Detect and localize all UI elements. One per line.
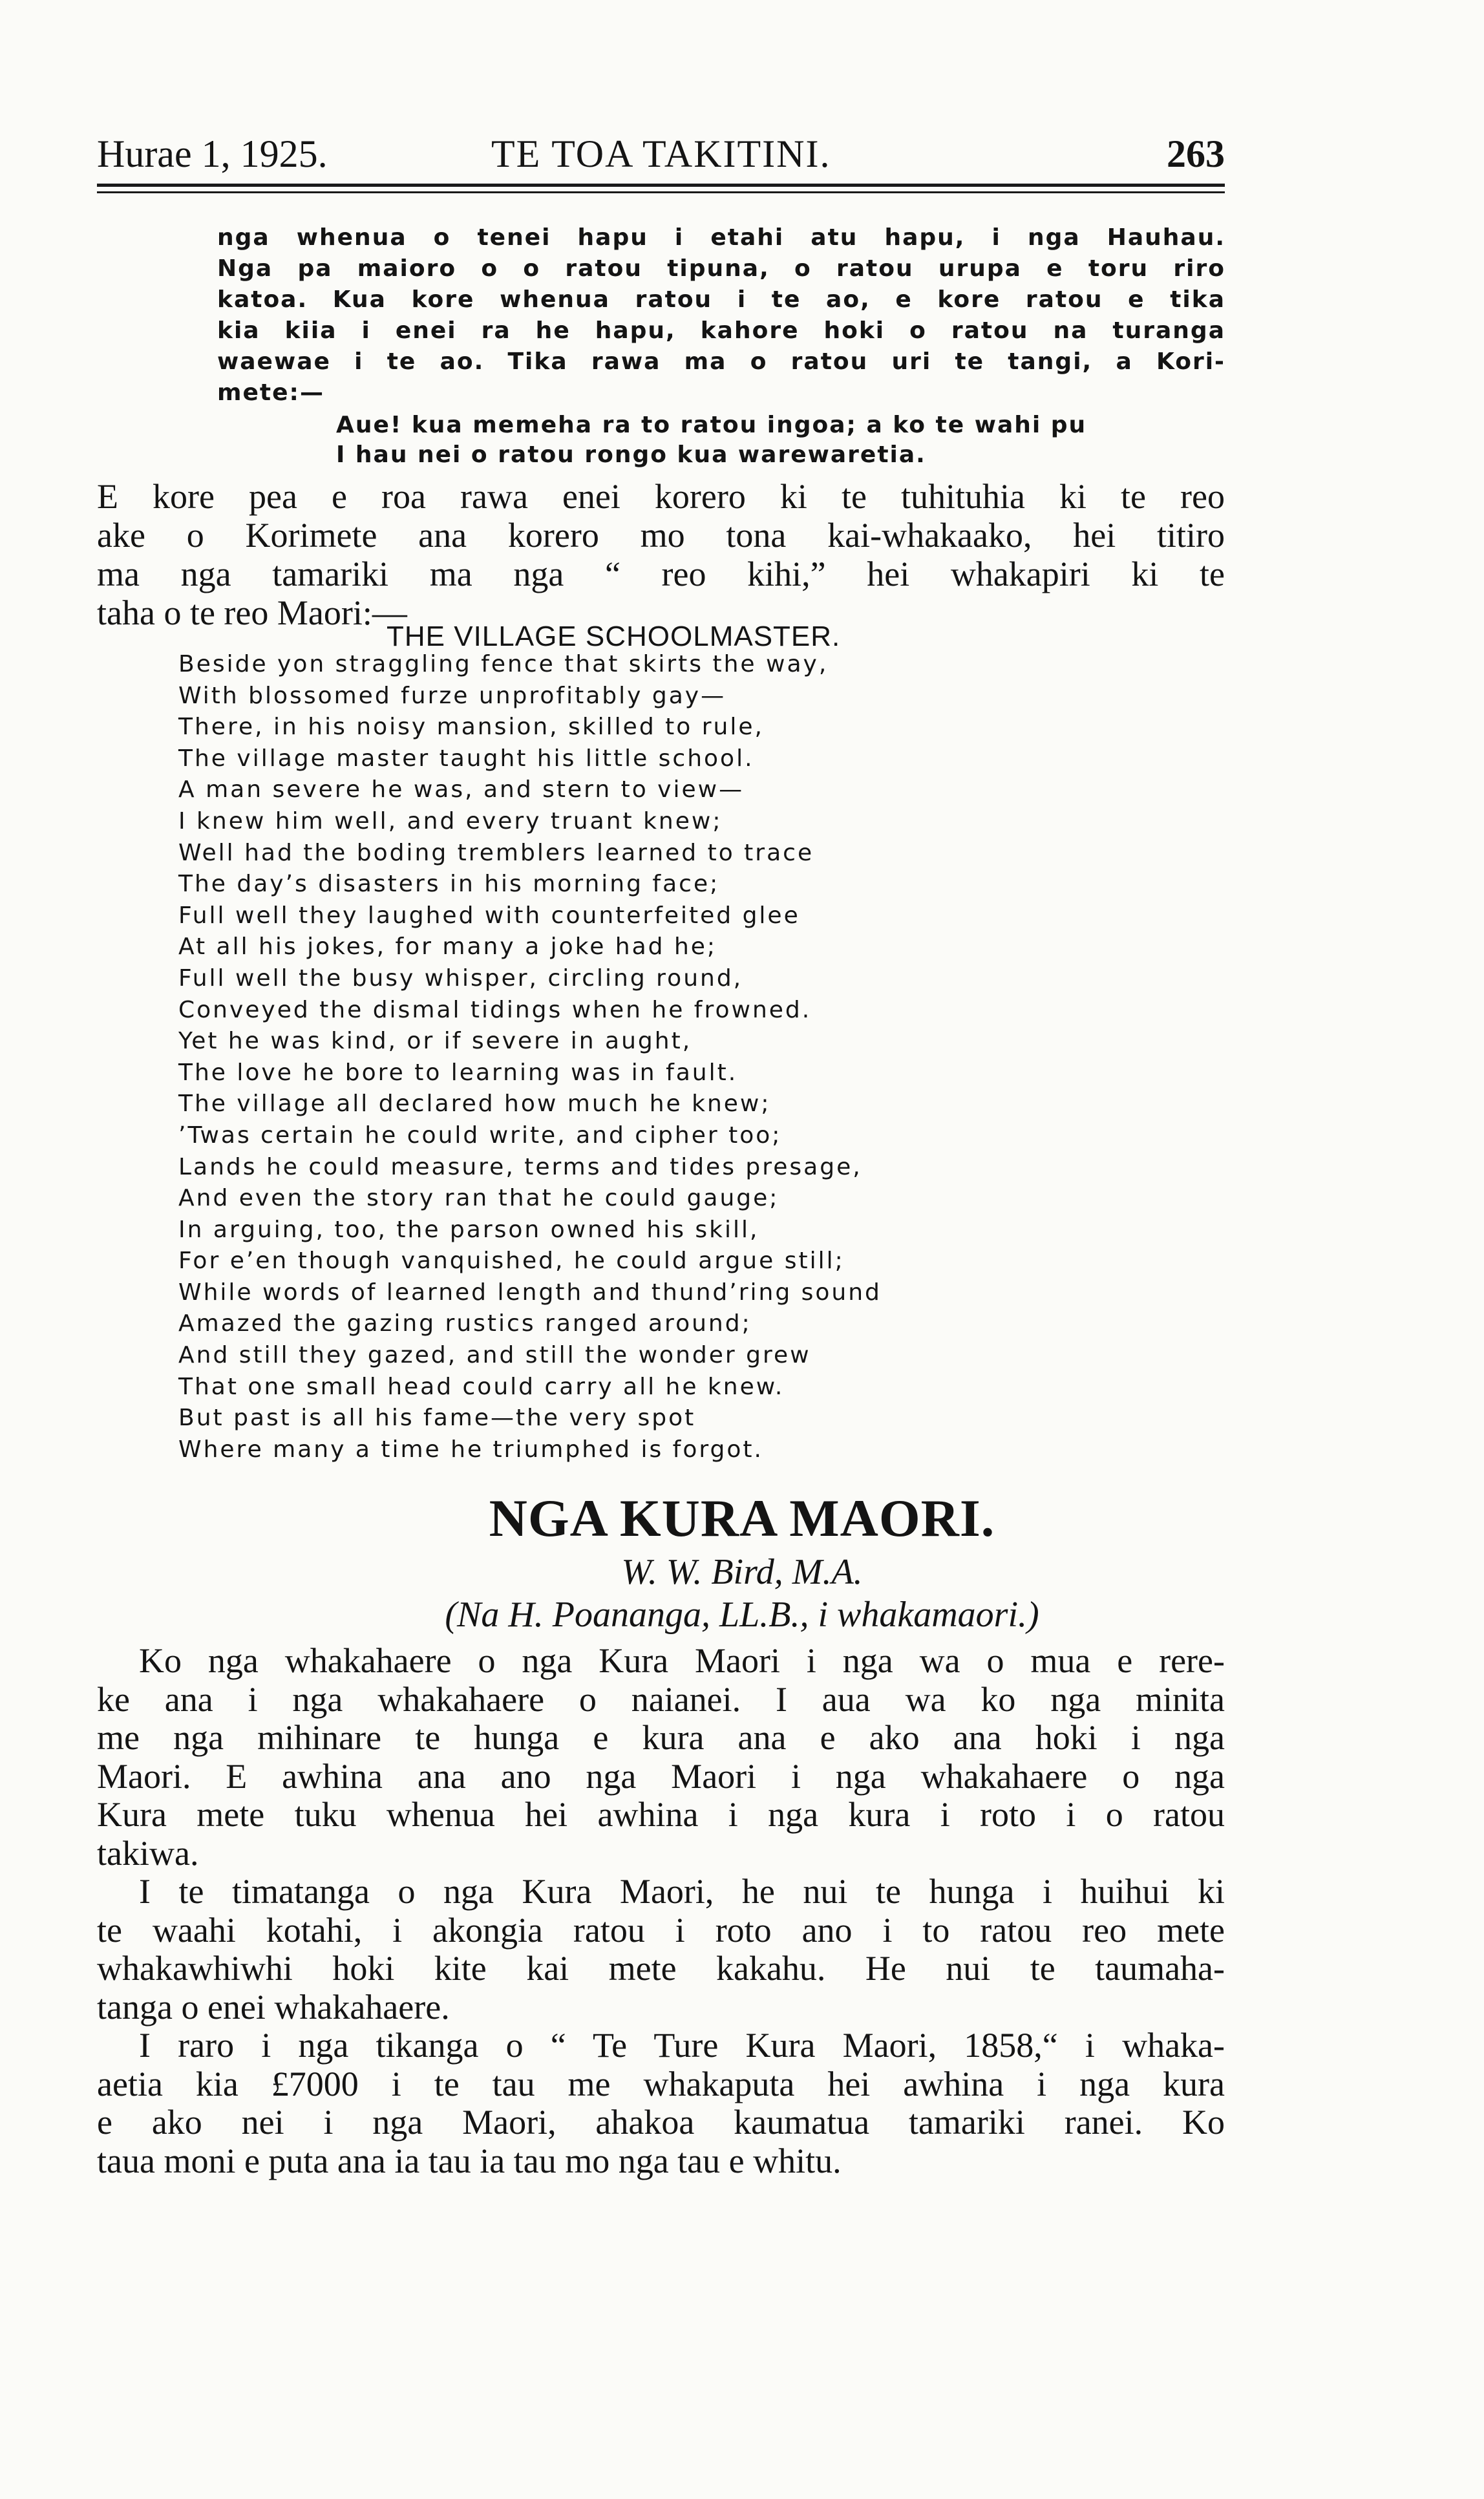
article-line: aetia kia £7000 i te tau me whakaputa hei awhina i nga kura [97,2064,1225,2103]
poem-line: At all his jokes, for many a joke had he; [178,933,717,961]
page-header [97,128,1225,180]
article-line: Maori. E awhina ana ano nga Maori i nga whakahaere o nga [97,1756,1225,1796]
article-line: taua moni e puta ana ia tau ia tau mo nga tau e whitu. [97,2141,842,2180]
poem-line: With blossomed furze unprofitably gay— [178,682,726,709]
poem-line: Where many a time he triumphed is forgot. [178,1436,763,1463]
header-rule [97,184,1225,187]
article-line: e ako nei i nga Maori, ahakoa kaumatua tamariki ranei. Ko [97,2103,1225,2142]
poem-line: Beside yon straggling fence that skirts the way, [178,651,829,677]
poem-body [178,649,882,1465]
poem-line: Full well the busy whisper, circling round, [178,964,743,992]
poem-line: Yet he was kind, or if severe in aught, [178,1028,692,1055]
intro-line: Nga pa maioro o o ratou tipuna, o ratou urupa e toru riro [217,255,1225,282]
article-body [97,1642,1225,2180]
poem-line: I knew him well, and every truant knew; [178,807,723,835]
intro-line: katoa. Kua kore whenua ratou i te ao, e kore ratou e tika [217,286,1225,313]
intro-line: kia kiia i enei ra he hapu, kahore hoki o ratou na turanga [217,317,1225,344]
poem-line: Well had the boding tremblers learned to trace [178,839,814,866]
poem-line: ’Twas certain he could write, and cipher too; [178,1122,782,1149]
article-line: te waahi kotahi, i akongia ratou i roto ano i to ratou reo mete [97,1910,1225,1950]
poem-line: A man severe he was, and stern to view— [178,776,745,803]
article-line: Kura mete tuku whenua hei awhina i nga kura i roto i o ratou [97,1795,1225,1834]
article-author: W. W. Bird, M.A. [621,1552,863,1592]
poem-line: The village master taught his little school. [178,745,754,772]
article-line: whakawhiwhi hoki kite kai mete kakahu. He nui te taumaha- [97,1949,1225,1988]
poem-line: The love he bore to learning was in fault. [178,1059,738,1086]
poem-line: Conveyed the dismal tidings when he frowned. [178,996,812,1023]
paragraph-line: E kore pea e roa rawa enei korero ki te tuhituhia ki te reo [97,477,1225,516]
poem-line: The day’s disasters in his morning face; [178,871,720,898]
page-number: 263 [1167,133,1225,175]
poem-line: For e’en though vanquished, he could argue still; [178,1248,845,1275]
paragraph-line: ma nga tamariki ma nga “ reo kihi,” hei whakapiri ki te [97,555,1225,593]
paragraph-line: taha o te reo Maori:— [97,593,407,632]
article-line: ke ana i nga whakahaere o naianei. I aua wa ko nga minita [97,1679,1225,1719]
article-line: I te timatanga o nga Kura Maori, he nui te hunga i huihui ki [139,1872,1225,1911]
article-line: I raro i nga tikanga o “ Te Ture Kura Maori, 1858,“ i whaka- [139,2026,1225,2065]
poem-line: And even the story ran that he could gauge; [178,1185,779,1212]
poem-line: There, in his noisy mansion, skilled to rule, [178,714,764,741]
header-rule-thin [97,191,1225,193]
poem-line: And still they gazed, and still the wonder grew [178,1342,811,1369]
quote-line: Aue! kua memeha ra to ratou ingoa; a ko te wahi pu [336,412,1087,438]
article-title: NGA KURA MAORI. [489,1489,995,1547]
main-paragraph [97,477,1225,632]
poem-line: But past is all his fame—the very spot [178,1405,696,1432]
poem-line: While words of learned length and thund’ring sound [178,1279,882,1306]
quote-line: I hau nei o ratou rongo kua warewaretia. [336,441,926,468]
poem-line: Full well they laughed with counterfeited glee [178,902,800,929]
article-line: takiwa. [97,1833,199,1873]
quotation [336,410,1225,469]
poem-line: The village all declared how much he knew; [178,1090,771,1118]
header-date: Hurae 1, 1925. [97,133,328,175]
poem-line: In arguing, too, the parson owned his skill, [178,1216,759,1243]
intro-line: waewae i te ao. Tika rawa ma o ratou uri te tangi, a Kori- [217,348,1225,375]
intro-line: nga whenua o tenei hapu i etahi atu hapu, i nga Hauhau. [217,224,1225,251]
poem-line: Amazed the gazing rustics ranged around; [178,1310,752,1337]
intro-line: mete:— [217,379,324,406]
article-line: me nga mihinare te hunga e kura ana e ako ana hoki i nga [97,1718,1225,1757]
article-line: Ko nga whakahaere o nga Kura Maori i nga wa o mua e rere- [139,1641,1225,1680]
poem-line: That one small head could carry all he knew. [178,1373,785,1400]
paragraph-line: ake o Korimete ana korero mo tona kai-whakaako, hei titiro [97,516,1225,555]
poem-line: Lands he could measure, terms and tides presage, [178,1153,862,1180]
poem-title: THE VILLAGE SCHOOLMASTER. [387,621,841,652]
intro-paragraph [217,222,1225,409]
article-translator: (Na H. Poananga, LL.B., i whakamaori.) [445,1595,1039,1635]
header-journal-title: TE TOA TAKITINI. [491,133,831,175]
article-line: tanga o enei whakahaere. [97,1987,450,2026]
